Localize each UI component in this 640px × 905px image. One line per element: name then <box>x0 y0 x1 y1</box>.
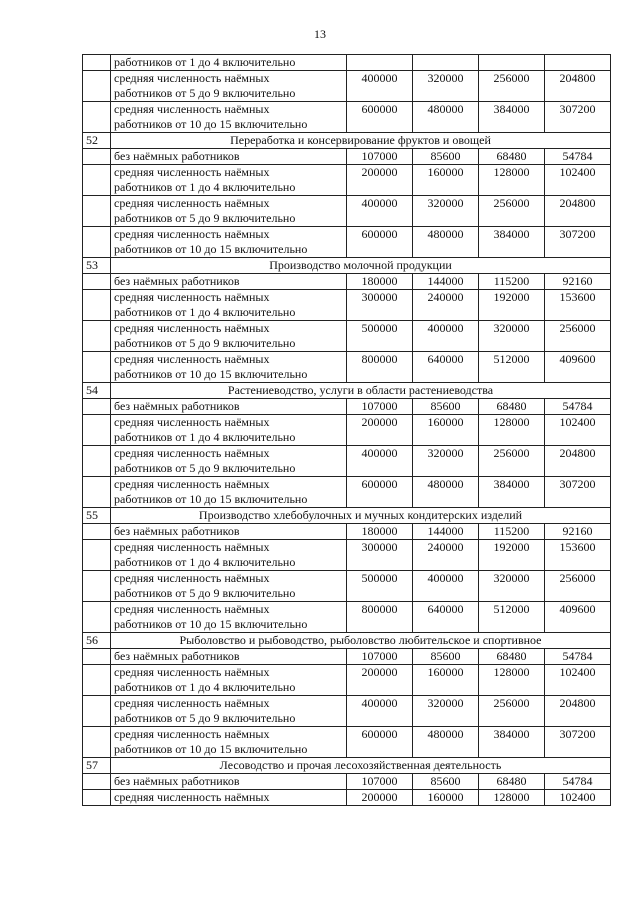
description-line: средняя численность наёмных <box>114 446 270 460</box>
value-cell: 480000 <box>413 477 479 508</box>
value-cell: 115200 <box>479 524 545 540</box>
section-number: 54 <box>83 383 111 399</box>
description-line: работников от 10 до 15 включительно <box>114 617 308 631</box>
description-line: работников от 5 до 9 включительно <box>114 336 296 350</box>
row-description <box>111 321 347 352</box>
row-description <box>111 227 347 258</box>
value-cell: 204800 <box>545 696 611 727</box>
section-number: 52 <box>83 133 111 149</box>
value-cell: 320000 <box>413 696 479 727</box>
value-cell: 320000 <box>413 196 479 227</box>
value-cell: 153600 <box>545 540 611 571</box>
value-cell: 128000 <box>479 665 545 696</box>
row-number-cell <box>83 665 111 696</box>
description-line: средняя численность наёмных <box>114 415 270 429</box>
value-cell: 92160 <box>545 524 611 540</box>
row-number-cell <box>83 165 111 196</box>
value-cell: 256000 <box>545 321 611 352</box>
table-row <box>83 790 611 806</box>
value-cell: 400000 <box>413 321 479 352</box>
description-line: средняя численность наёмных <box>114 571 270 585</box>
description-line: средняя численность наёмных <box>114 227 270 241</box>
description-line: работников от 5 до 9 включительно <box>114 211 296 225</box>
row-description <box>111 477 347 508</box>
description-line: работников от 5 до 9 включительно <box>114 86 296 100</box>
table-row <box>83 165 611 196</box>
section-title: Лесоводство и прочая лесохозяйственная деятельность <box>111 758 611 774</box>
description-line: средняя численность наёмных <box>114 790 270 804</box>
value-cell: 409600 <box>545 352 611 383</box>
value-cell: 160000 <box>413 665 479 696</box>
description-line: средняя численность наёмных <box>114 196 270 210</box>
value-cell: 800000 <box>347 352 413 383</box>
value-cell: 128000 <box>479 165 545 196</box>
description-line: средняя численность наёмных <box>114 165 270 179</box>
row-number-cell <box>83 602 111 633</box>
description-line: средняя численность наёмных <box>114 71 270 85</box>
row-number-cell <box>83 571 111 602</box>
value-cell: 200000 <box>347 415 413 446</box>
description-line: средняя численность наёмных <box>114 696 270 710</box>
value-cell: 204800 <box>545 71 611 102</box>
description-line: работников от 10 до 15 включительно <box>114 492 308 506</box>
value-cell: 240000 <box>413 540 479 571</box>
section-row <box>83 633 611 649</box>
table-row <box>83 290 611 321</box>
description-line: работников от 10 до 15 включительно <box>114 242 308 256</box>
row-number-cell <box>83 446 111 477</box>
value-cell: 300000 <box>347 540 413 571</box>
description-line: работников от 10 до 15 включительно <box>114 117 308 131</box>
page-number: 13 <box>314 27 326 41</box>
row-description <box>111 446 347 477</box>
section-row <box>83 383 611 399</box>
value-cell: 320000 <box>479 571 545 602</box>
row-description <box>111 665 347 696</box>
value-cell: 480000 <box>413 227 479 258</box>
table-row <box>83 727 611 758</box>
row-description <box>111 55 347 71</box>
value-cell: 384000 <box>479 102 545 133</box>
section-row <box>83 508 611 524</box>
value-cell: 384000 <box>479 727 545 758</box>
section-title: Растениеводство, услуги в области растениеводства <box>111 383 611 399</box>
value-cell: 160000 <box>413 165 479 196</box>
table-row <box>83 321 611 352</box>
value-cell: 480000 <box>413 727 479 758</box>
value-cell: 640000 <box>413 602 479 633</box>
description-line: средняя численность наёмных <box>114 477 270 491</box>
row-description <box>111 415 347 446</box>
row-number-cell <box>83 477 111 508</box>
value-cell: 480000 <box>413 102 479 133</box>
table-row <box>83 446 611 477</box>
value-cell: 384000 <box>479 477 545 508</box>
row-description <box>111 274 347 290</box>
section-row <box>83 133 611 149</box>
table-row <box>83 102 611 133</box>
row-number-cell <box>83 227 111 258</box>
description-line: работников от 1 до 4 включительно <box>114 305 296 319</box>
value-cell: 400000 <box>347 696 413 727</box>
value-cell: 68480 <box>479 399 545 415</box>
row-description <box>111 571 347 602</box>
description-line: без наёмных работников <box>114 524 240 538</box>
description-line: без наёмных работников <box>114 649 240 663</box>
value-cell: 307200 <box>545 227 611 258</box>
row-description <box>111 774 347 790</box>
description-line: работников от 5 до 9 включительно <box>114 461 296 475</box>
table-row <box>83 399 611 415</box>
description-line: средняя численность наёмных <box>114 727 270 741</box>
description-line: работников от 5 до 9 включительно <box>114 586 296 600</box>
description-line: работников от 1 до 4 включительно <box>114 55 296 69</box>
section-title: Рыболовство и рыбоводство, рыболовство любительское и спортивное <box>111 633 611 649</box>
description-line: средняя численность наёмных <box>114 540 270 554</box>
row-number-cell <box>83 321 111 352</box>
description-line: средняя численность наёмных <box>114 602 270 616</box>
table-row <box>83 415 611 446</box>
value-cell: 200000 <box>347 165 413 196</box>
section-title: Переработка и консервирование фруктов и овощей <box>111 133 611 149</box>
row-number-cell <box>83 274 111 290</box>
value-cell: 256000 <box>545 571 611 602</box>
row-number-cell <box>83 352 111 383</box>
value-cell: 204800 <box>545 196 611 227</box>
table-row <box>83 227 611 258</box>
table-row <box>83 524 611 540</box>
value-cell: 240000 <box>413 290 479 321</box>
row-description <box>111 696 347 727</box>
section-number: 56 <box>83 633 111 649</box>
description-line: средняя численность наёмных <box>114 321 270 335</box>
table-row <box>83 196 611 227</box>
row-description <box>111 649 347 665</box>
description-line: средняя численность наёмных <box>114 665 270 679</box>
value-cell: 320000 <box>413 71 479 102</box>
description-line: средняя численность наёмных <box>114 102 270 116</box>
row-description <box>111 727 347 758</box>
row-description <box>111 102 347 133</box>
value-cell: 180000 <box>347 524 413 540</box>
description-line: работников от 5 до 9 включительно <box>114 711 296 725</box>
value-cell: 307200 <box>545 477 611 508</box>
table-row <box>83 274 611 290</box>
tariff-table <box>82 54 611 806</box>
row-number-cell <box>83 71 111 102</box>
table-row <box>83 540 611 571</box>
value-cell: 400000 <box>413 571 479 602</box>
value-cell: 409600 <box>545 602 611 633</box>
value-cell: 307200 <box>545 102 611 133</box>
value-cell: 256000 <box>479 71 545 102</box>
row-number-cell <box>83 399 111 415</box>
value-cell: 192000 <box>479 540 545 571</box>
value-cell: 54784 <box>545 149 611 165</box>
value-cell: 54784 <box>545 399 611 415</box>
value-cell: 107000 <box>347 649 413 665</box>
row-description <box>111 196 347 227</box>
value-cell: 92160 <box>545 274 611 290</box>
value-cell: 68480 <box>479 149 545 165</box>
value-cell: 204800 <box>545 446 611 477</box>
value-cell: 800000 <box>347 602 413 633</box>
value-cell: 128000 <box>479 415 545 446</box>
value-cell: 68480 <box>479 774 545 790</box>
value-cell: 200000 <box>347 665 413 696</box>
value-cell: 85600 <box>413 774 479 790</box>
table-row <box>83 571 611 602</box>
section-number: 53 <box>83 258 111 274</box>
row-description <box>111 399 347 415</box>
description-line: работников от 10 до 15 включительно <box>114 742 308 756</box>
section-title: Производство молочной продукции <box>111 258 611 274</box>
value-cell: 85600 <box>413 399 479 415</box>
row-description <box>111 540 347 571</box>
value-cell: 600000 <box>347 102 413 133</box>
description-line: работников от 10 до 15 включительно <box>114 367 308 381</box>
table-row <box>83 352 611 383</box>
row-description <box>111 352 347 383</box>
table-row <box>83 774 611 790</box>
row-description <box>111 290 347 321</box>
value-cell: 600000 <box>347 727 413 758</box>
row-number-cell <box>83 290 111 321</box>
value-cell: 512000 <box>479 352 545 383</box>
value-cell: 107000 <box>347 774 413 790</box>
table-row <box>83 149 611 165</box>
value-cell: 320000 <box>413 446 479 477</box>
value-cell: 68480 <box>479 649 545 665</box>
value-cell <box>479 55 545 71</box>
value-cell: 200000 <box>347 790 413 806</box>
value-cell: 85600 <box>413 649 479 665</box>
value-cell: 85600 <box>413 149 479 165</box>
row-number-cell <box>83 774 111 790</box>
table-row <box>83 477 611 508</box>
row-description <box>111 524 347 540</box>
description-line: средняя численность наёмных <box>114 290 270 304</box>
row-description <box>111 790 347 806</box>
value-cell: 300000 <box>347 290 413 321</box>
value-cell: 180000 <box>347 274 413 290</box>
row-number-cell <box>83 149 111 165</box>
value-cell <box>413 55 479 71</box>
row-number-cell <box>83 727 111 758</box>
value-cell: 400000 <box>347 446 413 477</box>
row-number-cell <box>83 102 111 133</box>
description-line: без наёмных работников <box>114 399 240 413</box>
row-number-cell <box>83 790 111 806</box>
table-row <box>83 665 611 696</box>
row-number-cell <box>83 696 111 727</box>
value-cell: 320000 <box>479 321 545 352</box>
row-number-cell <box>83 540 111 571</box>
value-cell: 107000 <box>347 149 413 165</box>
description-line: без наёмных работников <box>114 774 240 788</box>
section-number: 55 <box>83 508 111 524</box>
value-cell: 384000 <box>479 227 545 258</box>
row-number-cell <box>83 55 111 71</box>
row-description <box>111 71 347 102</box>
value-cell: 54784 <box>545 774 611 790</box>
description-line: без наёмных работников <box>114 149 240 163</box>
value-cell: 128000 <box>479 790 545 806</box>
value-cell: 600000 <box>347 477 413 508</box>
table-body <box>83 55 611 806</box>
section-number: 57 <box>83 758 111 774</box>
table-row <box>83 602 611 633</box>
section-row <box>83 258 611 274</box>
value-cell <box>545 55 611 71</box>
table-row <box>83 649 611 665</box>
value-cell: 102400 <box>545 790 611 806</box>
table-row <box>83 55 611 71</box>
description-line: без наёмных работников <box>114 274 240 288</box>
value-cell: 160000 <box>413 415 479 446</box>
row-number-cell <box>83 649 111 665</box>
value-cell: 640000 <box>413 352 479 383</box>
value-cell: 256000 <box>479 446 545 477</box>
section-title: Производство хлебобулочных и мучных кондитерских изделий <box>111 508 611 524</box>
description-line: работников от 1 до 4 включительно <box>114 680 296 694</box>
row-description <box>111 165 347 196</box>
description-line: работников от 1 до 4 включительно <box>114 430 296 444</box>
row-description <box>111 149 347 165</box>
value-cell: 144000 <box>413 524 479 540</box>
description-line: средняя численность наёмных <box>114 352 270 366</box>
value-cell: 500000 <box>347 321 413 352</box>
value-cell: 153600 <box>545 290 611 321</box>
section-row <box>83 758 611 774</box>
value-cell: 107000 <box>347 399 413 415</box>
value-cell: 160000 <box>413 790 479 806</box>
description-line: работников от 1 до 4 включительно <box>114 180 296 194</box>
value-cell: 256000 <box>479 196 545 227</box>
value-cell: 102400 <box>545 415 611 446</box>
value-cell: 115200 <box>479 274 545 290</box>
row-description <box>111 602 347 633</box>
value-cell: 144000 <box>413 274 479 290</box>
value-cell: 512000 <box>479 602 545 633</box>
row-number-cell <box>83 196 111 227</box>
value-cell: 400000 <box>347 71 413 102</box>
value-cell: 500000 <box>347 571 413 602</box>
value-cell: 54784 <box>545 649 611 665</box>
table-row <box>83 696 611 727</box>
value-cell: 307200 <box>545 727 611 758</box>
description-line: работников от 1 до 4 включительно <box>114 555 296 569</box>
value-cell: 192000 <box>479 290 545 321</box>
value-cell: 400000 <box>347 196 413 227</box>
value-cell: 256000 <box>479 696 545 727</box>
value-cell: 600000 <box>347 227 413 258</box>
row-number-cell <box>83 415 111 446</box>
value-cell: 102400 <box>545 665 611 696</box>
table-row <box>83 71 611 102</box>
value-cell <box>347 55 413 71</box>
row-number-cell <box>83 524 111 540</box>
value-cell: 102400 <box>545 165 611 196</box>
